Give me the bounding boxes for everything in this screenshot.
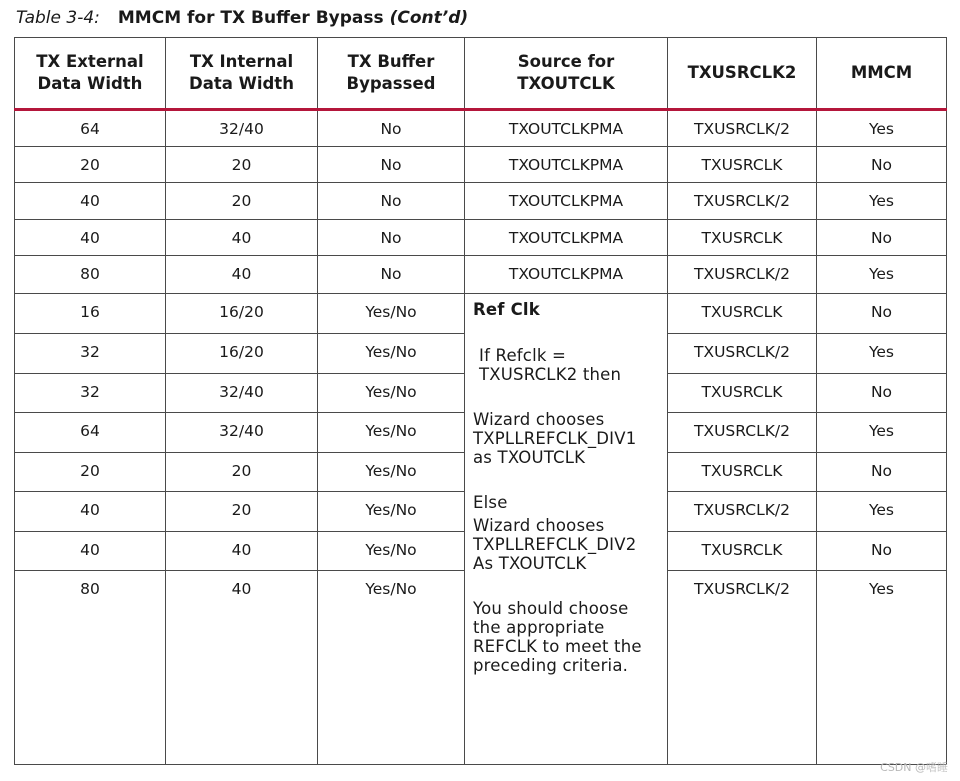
note-else: Else xyxy=(473,493,508,512)
cell-int-width: 16/20 xyxy=(166,294,318,334)
note-heading: Ref Clk xyxy=(473,300,540,319)
cell-ext-width: 80 xyxy=(15,256,166,294)
table-row xyxy=(15,147,947,183)
cell-ext-width: 64 xyxy=(15,413,166,453)
cell-int-width: 20 xyxy=(166,492,318,532)
cell-txusrclk2: TXUSRCLK/2 xyxy=(668,183,817,220)
cell-txusrclk2: TXUSRCLK/2 xyxy=(668,256,817,294)
cell-ext-width: 80 xyxy=(15,571,166,765)
cell-source: TXOUTCLKPMA xyxy=(465,183,668,220)
table-continued: (Cont’d) xyxy=(389,8,469,28)
cell-bypassed: Yes/No xyxy=(318,571,465,765)
cell-bypassed: Yes/No xyxy=(318,413,465,453)
cell-ext-width: 64 xyxy=(15,110,166,147)
note-condition: If Refclk = TXUSRCLK2 then xyxy=(479,346,622,384)
header-row xyxy=(15,38,947,110)
table-number: Table 3-4: xyxy=(16,8,100,28)
cell-ext-width: 32 xyxy=(15,374,166,413)
cell-int-width: 32/40 xyxy=(166,413,318,453)
cell-bypassed: No xyxy=(318,183,465,220)
cell-txusrclk2: TXUSRCLK/2 xyxy=(668,334,817,374)
table-row xyxy=(15,294,947,334)
header-tx-internal-width: TX Internal Data Width xyxy=(166,38,318,110)
cell-ext-width: 32 xyxy=(15,334,166,374)
cell-mmcm: Yes xyxy=(817,571,947,765)
cell-mmcm: Yes xyxy=(817,492,947,532)
cell-ext-width: 16 xyxy=(15,294,166,334)
note-choice-div2: Wizard chooses TXPLLREFCLK_DIV2 As TXOUTCLK xyxy=(473,516,637,573)
cell-int-width: 20 xyxy=(166,147,318,183)
cell-txusrclk2: TXUSRCLK xyxy=(668,294,817,334)
header-source-txoutclk: Source for TXOUTCLK xyxy=(465,38,668,110)
table-row xyxy=(15,256,947,294)
cell-int-width: 20 xyxy=(166,453,318,492)
cell-ext-width: 40 xyxy=(15,492,166,532)
table-title: MMCM for TX Buffer Bypass xyxy=(117,8,384,28)
cell-int-width: 40 xyxy=(166,571,318,765)
cell-txusrclk2: TXUSRCLK xyxy=(668,453,817,492)
cell-bypassed: Yes/No xyxy=(318,532,465,571)
cell-source: TXOUTCLKPMA xyxy=(465,220,668,256)
cell-ext-width: 20 xyxy=(15,453,166,492)
cell-ext-width: 40 xyxy=(15,183,166,220)
cell-mmcm: Yes xyxy=(817,256,947,294)
cell-bypassed: No xyxy=(318,220,465,256)
cell-mmcm: No xyxy=(817,532,947,571)
cell-ext-width: 20 xyxy=(15,147,166,183)
cell-int-width: 32/40 xyxy=(166,110,318,147)
table-row xyxy=(15,183,947,220)
note-advice: You should choose the appropriate REFCLK to meet the preceding criteria. xyxy=(473,599,642,675)
cell-source: TXOUTCLKPMA xyxy=(465,256,668,294)
cell-mmcm: No xyxy=(817,374,947,413)
cell-txusrclk2: TXUSRCLK xyxy=(668,220,817,256)
cell-ext-width: 40 xyxy=(15,220,166,256)
cell-mmcm: No xyxy=(817,147,947,183)
cell-int-width: 40 xyxy=(166,256,318,294)
cell-mmcm: No xyxy=(817,220,947,256)
cell-ext-width: 40 xyxy=(15,532,166,571)
cell-mmcm: Yes xyxy=(817,110,947,147)
cell-bypassed: Yes/No xyxy=(318,374,465,413)
cell-mmcm: Yes xyxy=(817,334,947,374)
cell-mmcm: No xyxy=(817,294,947,334)
cell-bypassed: Yes/No xyxy=(318,453,465,492)
cell-bypassed: Yes/No xyxy=(318,294,465,334)
cell-mmcm: No xyxy=(817,453,947,492)
cell-txusrclk2: TXUSRCLK xyxy=(668,374,817,413)
cell-mmcm: Yes xyxy=(817,183,947,220)
cell-txusrclk2: TXUSRCLK/2 xyxy=(668,413,817,453)
table-row xyxy=(15,220,947,256)
mmcm-table xyxy=(14,37,947,765)
cell-txusrclk2: TXUSRCLK/2 xyxy=(668,571,817,765)
cell-int-width: 40 xyxy=(166,220,318,256)
header-tx-external-width: TX External Data Width xyxy=(15,38,166,110)
cell-int-width: 20 xyxy=(166,183,318,220)
header-txusrclk2: TXUSRCLK2 xyxy=(668,38,817,110)
watermark: CSDN @嗜睡 xyxy=(880,761,948,774)
cell-txusrclk2: TXUSRCLK/2 xyxy=(668,492,817,532)
cell-int-width: 16/20 xyxy=(166,334,318,374)
cell-int-width: 32/40 xyxy=(166,374,318,413)
cell-source: TXOUTCLKPMA xyxy=(465,147,668,183)
refclk-note xyxy=(465,294,668,765)
cell-bypassed: No xyxy=(318,110,465,147)
header-mmcm: MMCM xyxy=(817,38,947,110)
table-caption xyxy=(16,4,468,32)
note-choice-div1: Wizard chooses TXPLLREFCLK_DIV1 as TXOUTCLK xyxy=(473,410,637,467)
cell-txusrclk2: TXUSRCLK/2 xyxy=(668,110,817,147)
cell-bypassed: Yes/No xyxy=(318,334,465,374)
cell-source: TXOUTCLKPMA xyxy=(465,110,668,147)
cell-bypassed: Yes/No xyxy=(318,492,465,532)
cell-bypassed: No xyxy=(318,147,465,183)
table-row xyxy=(15,110,947,147)
cell-bypassed: No xyxy=(318,256,465,294)
cell-txusrclk2: TXUSRCLK xyxy=(668,147,817,183)
header-tx-buffer-bypassed: TX Buffer Bypassed xyxy=(318,38,465,110)
cell-mmcm: Yes xyxy=(817,413,947,453)
cell-int-width: 40 xyxy=(166,532,318,571)
cell-txusrclk2: TXUSRCLK xyxy=(668,532,817,571)
